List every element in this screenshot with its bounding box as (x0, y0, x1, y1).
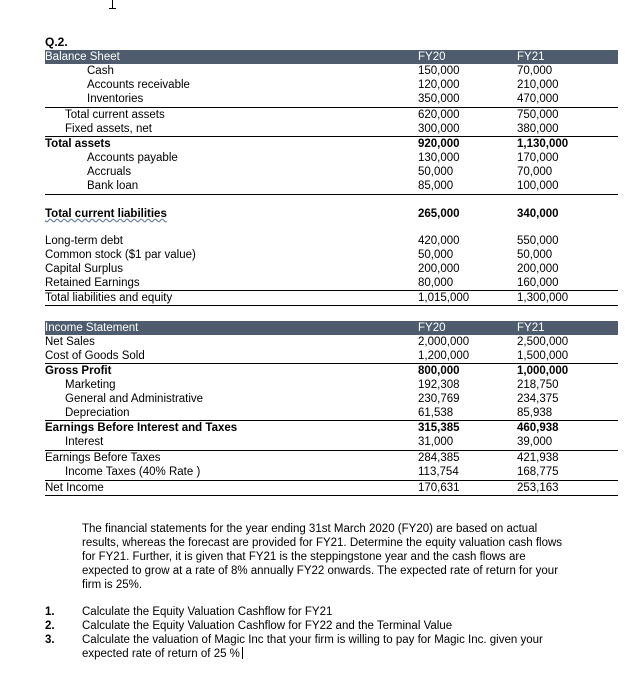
row-fy20: 192,308 (418, 379, 460, 391)
row-fy20: 120,000 (418, 79, 460, 91)
list-item (45, 605, 585, 619)
row-fy21: 70,000 (517, 65, 553, 77)
question-paragraph: The financial statements for the year ending 31st March 2020 (FY20) are based on actual results, whereas the forecast are provided for FY21. Determine the equity valuation cash flows for FY21. Further, it is given that FY21 is the steppingstone year and the cash flows are expected to grow at a rate of 8% annually FY22 onwards. The expected rate of return for your firm is 25%. (82, 523, 563, 591)
row-fy21: 234,375 (517, 393, 559, 405)
income-statement-title: Income Statement (45, 322, 139, 334)
row-fy20: 2,000,000 (418, 336, 470, 348)
table-row (45, 364, 618, 378)
table-row (45, 151, 618, 165)
row-fy20: 350,000 (418, 93, 460, 105)
row-fy21: 340,000 (517, 208, 559, 220)
row-fy21: 470,000 (517, 93, 559, 105)
table-row (45, 108, 618, 122)
table-row (45, 349, 618, 363)
row-fy21: 170,000 (517, 152, 559, 164)
income-statement-col-fy20: FY20 (418, 322, 446, 334)
row-label: Capital Surplus (45, 263, 123, 275)
table-row (45, 465, 618, 479)
table-row (45, 421, 618, 435)
row-label: Net Income (45, 482, 104, 494)
balance-sheet-header (45, 50, 618, 64)
task-list (45, 605, 585, 661)
row-fy20: 1,200,000 (418, 350, 470, 362)
text-caret (242, 647, 243, 659)
list-item-number: 3. (45, 634, 55, 646)
income-statement-col-fy21: FY21 (517, 322, 545, 334)
row-fy20: 800,000 (418, 365, 460, 377)
row-fy21: 218,750 (517, 379, 559, 391)
table-row (45, 481, 618, 495)
row-label: Long-term debt (45, 235, 123, 247)
list-item-number: 1. (45, 606, 55, 618)
row-label: Accounts payable (87, 152, 178, 164)
table-row (45, 392, 618, 406)
divider (45, 495, 618, 496)
divider (45, 305, 618, 306)
row-fy20: 230,769 (418, 393, 460, 405)
row-label: Depreciation (65, 407, 130, 419)
row-label: Accruals (87, 166, 132, 178)
row-fy21: 50,000 (517, 249, 553, 261)
text-cursor-icon (108, 0, 118, 10)
table-row (45, 435, 618, 449)
table-row (45, 165, 618, 179)
row-fy20: 80,000 (418, 277, 454, 289)
row-label: Total current assets (65, 109, 165, 121)
income-statement-table (45, 321, 618, 501)
row-fy21: 253,163 (517, 482, 559, 494)
row-fy20: 315,385 (418, 422, 460, 434)
row-label: Earnings Before Taxes (45, 452, 161, 464)
row-label: Earnings Before Interest and Taxes (45, 422, 238, 434)
row-fy21: 100,000 (517, 180, 559, 192)
row-label: Total assets (45, 138, 111, 150)
table-row (45, 92, 618, 106)
row-fy21: 160,000 (517, 277, 559, 289)
row-fy21: 70,000 (517, 166, 553, 178)
row-label: Cash (87, 65, 114, 77)
table-row (45, 137, 618, 151)
row-label: Marketing (65, 379, 116, 391)
row-fy20: 61,538 (418, 407, 454, 419)
balance-sheet-col-fy21: FY21 (517, 51, 545, 63)
table-row (45, 122, 618, 136)
row-fy21: 460,938 (517, 422, 559, 434)
table-row (45, 78, 618, 92)
row-fy21: 39,000 (517, 436, 553, 448)
balance-sheet-col-fy20: FY20 (418, 51, 446, 63)
row-label: Inventories (87, 93, 144, 105)
table-row (45, 451, 618, 465)
list-item (45, 619, 585, 633)
income-statement-header (45, 321, 618, 335)
table-row (45, 276, 618, 290)
row-fy20: 284,385 (418, 452, 460, 464)
row-fy21: 1,300,000 (517, 292, 569, 304)
row-fy21: 550,000 (517, 235, 559, 247)
row-label: Accounts receivable (87, 79, 190, 91)
row-fy20: 85,000 (418, 180, 454, 192)
row-fy21: 421,938 (517, 452, 559, 464)
row-fy20: 1,015,000 (418, 292, 470, 304)
row-fy21: 1,130,000 (517, 138, 569, 150)
row-label: Gross Profit (45, 365, 112, 377)
row-fy20: 130,000 (418, 152, 460, 164)
table-row (45, 335, 618, 349)
row-fy20: 150,000 (418, 65, 460, 77)
list-item-text: Calculate the Equity Valuation Cashflow for FY22 and the Terminal Value (82, 620, 453, 632)
row-fy21: 168,775 (517, 466, 559, 478)
table-row (45, 248, 618, 262)
list-item (45, 633, 585, 661)
row-fy20: 50,000 (418, 166, 454, 178)
row-fy21: 1,000,000 (517, 365, 569, 377)
table-row (45, 378, 618, 392)
row-label: Net Sales (45, 336, 95, 348)
row-label: General and Administrative (65, 393, 204, 405)
row-label: Total liabilities and equity (45, 292, 173, 304)
row-fy20: 50,000 (418, 249, 454, 261)
table-row (45, 262, 618, 276)
balance-sheet-table (45, 50, 618, 310)
row-fy21: 2,500,000 (517, 336, 569, 348)
row-fy21: 200,000 (517, 263, 559, 275)
table-row (45, 64, 618, 78)
row-label: Interest (65, 436, 104, 448)
row-label: Bank loan (87, 180, 139, 192)
row-label: Fixed assets, net (65, 123, 152, 135)
table-row (45, 179, 618, 193)
row-fy21: 380,000 (517, 123, 559, 135)
row-label: Income Taxes (40% Rate ) (65, 466, 201, 478)
table-row (45, 207, 618, 221)
row-fy20: 420,000 (418, 235, 460, 247)
row-label: Cost of Goods Sold (45, 350, 145, 362)
list-item-text: Calculate the Equity Valuation Cashflow for FY21 (82, 606, 333, 618)
row-fy20: 31,000 (418, 436, 454, 448)
list-item-text: Calculate the valuation of Magic Inc that your firm is willing to pay for Magic Inc. given your expected rate of return of 25 % (82, 634, 543, 660)
table-row (45, 291, 618, 305)
row-fy20: 920,000 (418, 138, 460, 150)
row-fy20: 300,000 (418, 123, 460, 135)
table-row (45, 234, 618, 248)
row-fy20: 200,000 (418, 263, 460, 275)
row-fy21: 1,500,000 (517, 350, 569, 362)
table-row (45, 406, 618, 420)
row-fy21: 750,000 (517, 109, 559, 121)
row-fy20: 113,754 (418, 466, 459, 478)
question-label: Q.2. (45, 35, 68, 49)
divider (45, 194, 618, 195)
balance-sheet-title: Balance Sheet (45, 51, 120, 63)
list-item-number: 2. (45, 620, 55, 632)
row-label: Common stock ($1 par value) (45, 249, 196, 261)
row-fy20: 620,000 (418, 109, 460, 121)
row-label: Total current liabilities (45, 208, 167, 220)
row-fy21: 210,000 (517, 79, 559, 91)
row-label: Retained Earnings (45, 277, 140, 289)
row-fy20: 265,000 (418, 208, 460, 220)
row-fy20: 170,631 (418, 482, 460, 494)
row-fy21: 85,938 (517, 407, 553, 419)
